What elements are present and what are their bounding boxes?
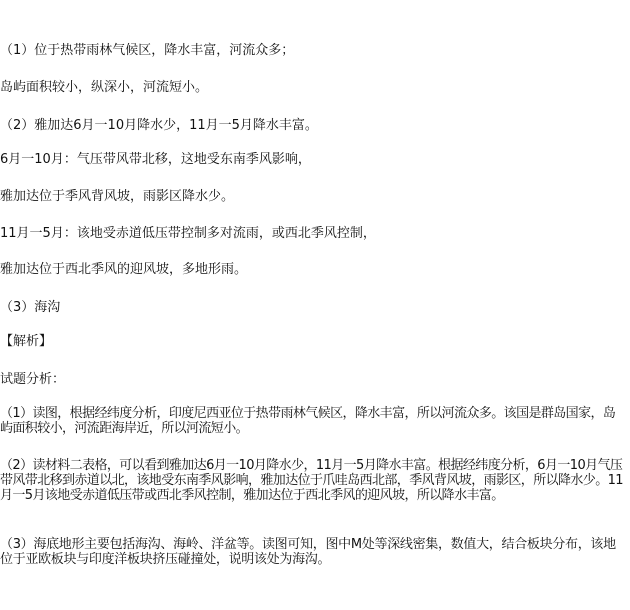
- answer-line-4: 6月一10月：气压带风带北移，这地受东南季风影响，: [0, 152, 311, 167]
- answer-line-8: （3）海沟: [0, 300, 61, 315]
- answer-line-2: 岛屿面积较小，纵深小，河流短小。: [0, 80, 209, 95]
- answer-line-6: 11月一5月：该地受赤道低压带控制多对流雨，或西北季风控制，: [0, 226, 376, 241]
- answer-line-3: （2）雅加达6月一10月降水少，11月一5月降水丰富。: [0, 118, 318, 133]
- answer-line-1: （1）位于热带雨林气候区，降水丰富，河流众多；: [0, 43, 295, 58]
- answer-line-7: 雅加达位于西北季风的迎风坡，多地形雨。: [0, 262, 248, 277]
- analysis-paragraph-1: （1）读图，根据经纬度分析，印度尼西亚位于热带雨林气候区，降水丰富，所以河流众多。该国是群岛国家，岛屿面积较小，河流距海岸近，所以河流短小。: [0, 406, 616, 436]
- answer-line-5: 雅加达位于季风背风坡，雨影区降水少。: [0, 189, 235, 204]
- analysis-heading: 【解析】: [0, 334, 53, 349]
- analysis-paragraph-3: （3）海底地形主要包括海沟、海岭、洋盆等。读图可知，图中M处等深线密集，数值大，结合板块分布，该地位于亚欧板块与印度洋板块挤压碰撞处，说明该处为海沟。: [0, 537, 616, 567]
- analysis-paragraph-2: （2）读材料二表格，可以看到雅加达6月一10月降水少，11月一5月降水丰富。根据经纬度分析，6月一10月气压带风带北移到赤道以北，该地受东南季风影响，雅加达位于爪哇岛西北部，季风背风坡，雨影区，所以降水少。11月一5月该地受赤道低压带或西北季风控制，雅加达位于西北季风的迎风坡，所以降水丰富。: [0, 458, 623, 503]
- analysis-intro: 试题分析：: [0, 372, 66, 387]
